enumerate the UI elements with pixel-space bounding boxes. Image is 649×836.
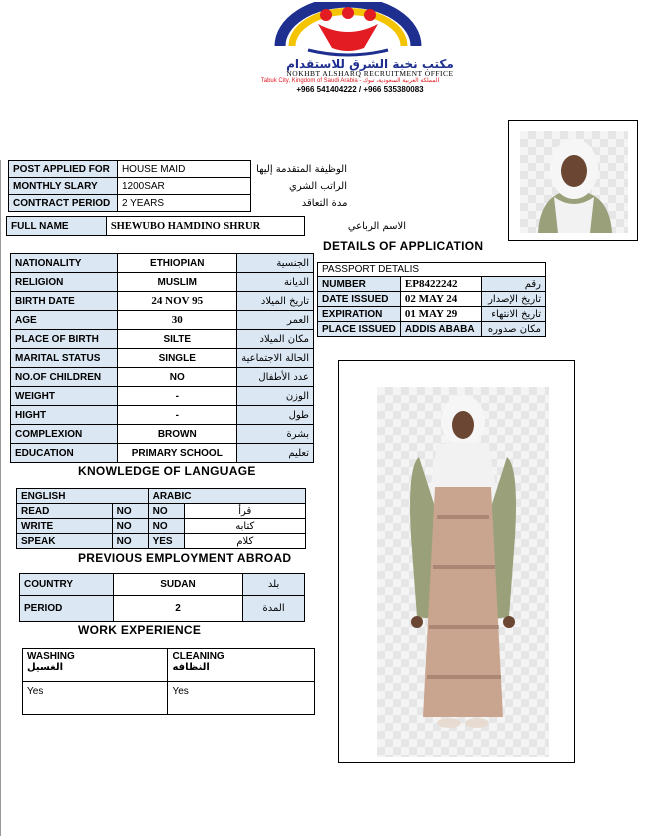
experience-item <box>168 649 315 682</box>
office-location: Tabuk City, Kingdom of Saudi Arabia - المملكة العربية السعودية، تبوك <box>260 78 440 84</box>
employment-value: SUDAN <box>113 574 242 596</box>
details-row <box>11 406 314 425</box>
language-label: SPEAK <box>17 534 113 549</box>
details-value: 24 NOV 95 <box>118 292 237 311</box>
full-name-table <box>6 216 410 236</box>
details-value: - <box>118 387 237 406</box>
job-label: POST APPLIED FOR <box>9 161 118 178</box>
details-label: WEIGHT <box>11 387 118 406</box>
passport-value: ADDIS ABABA <box>400 322 481 337</box>
language-arabic-label: كلام <box>184 534 305 549</box>
full-body-photo <box>377 387 549 757</box>
employment-arabic-label: بلد <box>243 574 305 596</box>
experience-value: Yes <box>168 682 315 715</box>
job-arabic-label: الوظيفة المتقدمة إليها <box>256 163 347 175</box>
employment-row <box>20 574 305 596</box>
details-row <box>11 349 314 368</box>
passport-label: DATE ISSUED <box>318 292 401 307</box>
portrait-photo <box>520 131 628 233</box>
passport-label: EXPIRATION <box>318 307 401 322</box>
language-row <box>17 504 306 519</box>
language-arabic-label: قرأ <box>184 504 305 519</box>
details-label: HIGHT <box>11 406 118 425</box>
details-row <box>11 444 314 463</box>
details-label: MARITAL STATUS <box>11 349 118 368</box>
language-label: WRITE <box>17 519 113 534</box>
language-row <box>17 519 306 534</box>
details-arabic-label: العمر <box>237 311 314 330</box>
job-row <box>9 195 352 212</box>
employment-row <box>20 596 305 622</box>
language-arabic-value: NO <box>148 519 184 534</box>
details-arabic-label: بشرة <box>237 425 314 444</box>
job-label: MONTHLY SLARY <box>9 178 118 195</box>
experience-item <box>23 649 168 682</box>
full-body-photo-frame <box>338 360 575 763</box>
details-label: PLACE OF BIRTH <box>11 330 118 349</box>
passport-value: EP8422242 <box>400 277 481 292</box>
full-name-arabic-label: الاسم الرباعي <box>347 220 406 232</box>
language-label: READ <box>17 504 113 519</box>
job-value: 2 YEARS <box>117 195 250 212</box>
language-arabic-label: كتابه <box>184 519 305 534</box>
details-value: 30 <box>118 311 237 330</box>
details-row <box>11 254 314 273</box>
portrait-photo-frame <box>508 120 638 241</box>
details-heading: DETAILS OF APPLICATION <box>323 239 484 253</box>
employment-value: 2 <box>113 596 242 622</box>
language-heading: KNOWLEDGE OF LANGUAGE <box>78 464 256 478</box>
details-label: COMPLEXION <box>11 425 118 444</box>
details-label: NO.OF CHILDREN <box>11 368 118 387</box>
details-value: BROWN <box>118 425 237 444</box>
language-english-value: NO <box>112 534 148 549</box>
details-label: BIRTH DATE <box>11 292 118 311</box>
passport-label: PLACE ISSUED <box>318 322 401 337</box>
details-row <box>11 311 314 330</box>
passport-arabic-label: رقم <box>481 277 545 292</box>
employment-heading: PREVIOUS EMPLOYMENT ABROAD <box>78 551 292 565</box>
details-row <box>11 425 314 444</box>
experience-table <box>22 648 315 715</box>
language-arabic-value: NO <box>148 504 184 519</box>
passport-value: 01 MAY 29 <box>400 307 481 322</box>
experience-heading: WORK EXPERIENCE <box>78 623 202 637</box>
details-row <box>11 330 314 349</box>
details-arabic-label: طول <box>237 406 314 425</box>
details-arabic-label: الديانة <box>237 273 314 292</box>
language-row <box>17 534 306 549</box>
details-row <box>11 292 314 311</box>
passport-value: 02 MAY 24 <box>400 292 481 307</box>
logo-mark-icon <box>268 2 428 60</box>
passport-row <box>318 322 546 337</box>
employment-label: COUNTRY <box>20 574 114 596</box>
details-row <box>11 387 314 406</box>
details-value: SILTE <box>118 330 237 349</box>
details-arabic-label: عدد الأطفال <box>237 368 314 387</box>
employment-arabic-label: المدة <box>243 596 305 622</box>
language-col-english: ENGLISH <box>17 489 149 504</box>
language-table <box>16 488 306 549</box>
job-row <box>9 178 352 195</box>
language-english-value: NO <box>112 519 148 534</box>
job-arabic-label: مدة التعاقد <box>301 197 348 209</box>
details-value: SINGLE <box>118 349 237 368</box>
details-arabic-label: الحالة الاجتماعية <box>237 349 314 368</box>
job-value: 1200SAR <box>117 178 250 195</box>
details-arabic-label: مكان الميلاد <box>237 330 314 349</box>
experience-value: Yes <box>23 682 168 715</box>
language-english-value: NO <box>112 504 148 519</box>
language-arabic-value: YES <box>148 534 184 549</box>
experience-label: CLEANING <box>172 651 225 662</box>
passport-title: PASSPORT DETALIS <box>318 263 546 277</box>
passport-arabic-label: تاريخ الانتهاء <box>481 307 545 322</box>
experience-arabic-label: الغسيل <box>27 662 64 673</box>
passport-table <box>317 262 546 337</box>
employment-table <box>19 573 305 622</box>
experience-label: WASHING <box>27 651 75 662</box>
details-value: MUSLIM <box>118 273 237 292</box>
office-logo <box>268 2 428 60</box>
office-name-english: NOKHBT ALSHARQ RECRUITMENT OFFICE <box>286 69 454 78</box>
details-arabic-label: تاريخ الميلاد <box>237 292 314 311</box>
experience-arabic-label: النظافه <box>172 662 210 673</box>
language-col-arabic: ARABIC <box>148 489 305 504</box>
details-label: RELIGION <box>11 273 118 292</box>
job-value: HOUSE MAID <box>117 161 250 178</box>
office-name-arabic: مكتب نخبة الشرق للاستقدام <box>286 57 454 71</box>
details-value: PRIMARY SCHOOL <box>118 444 237 463</box>
passport-row <box>318 277 546 292</box>
page-edge <box>0 160 1 836</box>
details-value: ETHIOPIAN <box>118 254 237 273</box>
passport-arabic-label: مكان صدوره <box>481 322 545 337</box>
details-arabic-label: الوزن <box>237 387 314 406</box>
details-arabic-label: تعليم <box>237 444 314 463</box>
job-label: CONTRACT PERIOD <box>9 195 118 212</box>
details-value: - <box>118 406 237 425</box>
passport-row <box>318 307 546 322</box>
details-row <box>11 273 314 292</box>
details-table <box>10 253 314 463</box>
details-row <box>11 368 314 387</box>
job-table <box>8 160 352 212</box>
passport-arabic-label: تاريخ الإصدار <box>481 292 545 307</box>
details-label: EDUCATION <box>11 444 118 463</box>
passport-row <box>318 292 546 307</box>
details-value: NO <box>118 368 237 387</box>
passport-label: NUMBER <box>318 277 401 292</box>
details-label: NATIONALITY <box>11 254 118 273</box>
full-name-label: FULL NAME <box>7 217 107 236</box>
job-arabic-label: الراتب الشري <box>289 180 347 192</box>
office-phones: +966 541404222 / +966 535380083 <box>296 85 424 94</box>
full-name-value: SHEWUBO HAMDINO SHRUR <box>106 217 304 236</box>
details-arabic-label: الجنسية <box>237 254 314 273</box>
details-label: AGE <box>11 311 118 330</box>
job-row <box>9 161 352 178</box>
employment-label: PERIOD <box>20 596 114 622</box>
